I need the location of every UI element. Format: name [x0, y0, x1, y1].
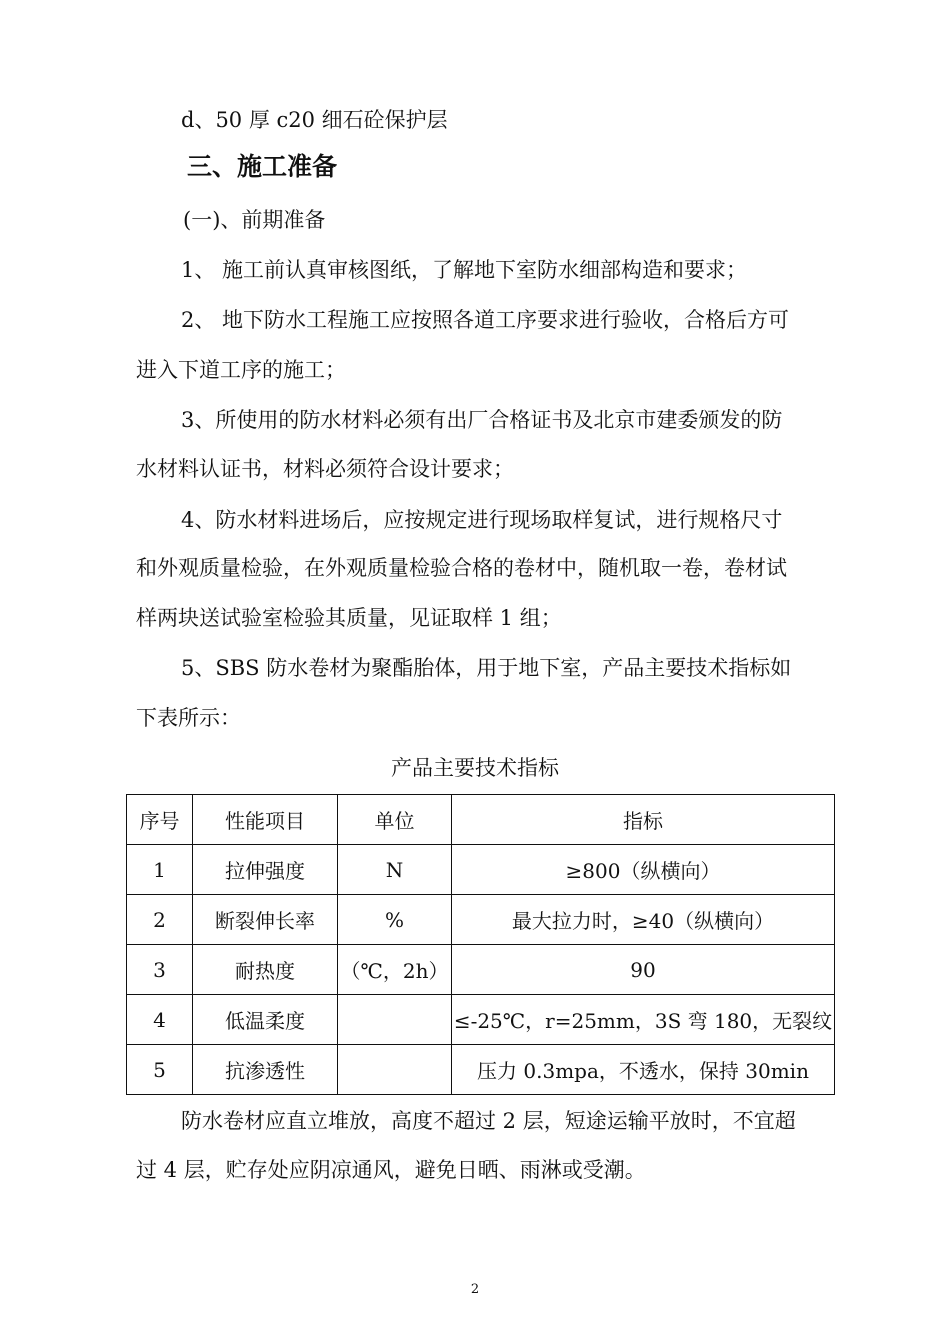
table-row [127, 1045, 835, 1095]
table-cell: % [338, 895, 452, 945]
table-header-cell: 性能项目 [193, 795, 338, 845]
table-row [127, 995, 835, 1045]
paragraph-line: d、50 厚 c20 细石砼保护层 [181, 108, 448, 132]
table-row [127, 895, 835, 945]
table-row [127, 945, 835, 995]
table-cell: 90 [452, 945, 835, 995]
subsection-heading: (一)、前期准备 [183, 208, 326, 232]
paragraph-line: 下表所示： [136, 706, 241, 730]
table-cell: 4 [127, 995, 193, 1045]
paragraph-line: 3、所使用的防水材料必须有出厂合格证书及北京市建委颁发的防 [181, 408, 783, 432]
table-cell: 5 [127, 1045, 193, 1095]
paragraph-line: 1、 施工前认真审核图纸，了解地下室防水细部构造和要求； [181, 258, 748, 282]
table-cell: 2 [127, 895, 193, 945]
table-caption: 产品主要技术指标 [391, 756, 559, 780]
table-cell: 拉伸强度 [193, 845, 338, 895]
table-cell: 1 [127, 845, 193, 895]
paragraph-line: 进入下道工序的施工； [136, 358, 346, 382]
table-cell: ≤-25℃，r=25mm，3S 弯 180，无裂纹 [452, 995, 835, 1045]
paragraph-line: 水材料认证书，材料必须符合设计要求； [136, 457, 514, 481]
table-cell: 压力 0.3mpa，不透水，保持 30min [452, 1045, 835, 1095]
table-header-cell: 序号 [127, 795, 193, 845]
table-cell: 耐热度 [193, 945, 338, 995]
table-cell: 抗渗透性 [193, 1045, 338, 1095]
table-cell: 最大拉力时，≥40（纵横向） [452, 895, 835, 945]
table-cell: 3 [127, 945, 193, 995]
table-row [127, 845, 835, 895]
table-cell: 低温柔度 [193, 995, 338, 1045]
page-number: 2 [470, 1282, 480, 1297]
section-heading: 三、施工准备 [187, 152, 338, 181]
paragraph-line: 5、SBS 防水卷材为聚酯胎体，用于地下室，产品主要技术指标如 [181, 656, 792, 680]
spec-table [126, 794, 835, 1095]
paragraph-line: 防水卷材应直立堆放，高度不超过 2 层，短途运输平放时，不宜超 [181, 1109, 796, 1133]
paragraph-line: 和外观质量检验，在外观质量检验合格的卷材中，随机取一卷，卷材试 [136, 556, 787, 580]
table-header-cell: 指标 [452, 795, 835, 845]
table-cell [338, 1045, 452, 1095]
table-cell: （℃，2h） [338, 945, 452, 995]
table-header-row [127, 795, 835, 845]
paragraph-line: 过 4 层，贮存处应阴凉通风，避免日晒、雨淋或受潮。 [136, 1158, 646, 1182]
table-cell: 断裂伸长率 [193, 895, 338, 945]
table-cell [338, 995, 452, 1045]
table-header-cell: 单位 [338, 795, 452, 845]
paragraph-line: 4、防水材料进场后，应按规定进行现场取样复试，进行规格尺寸 [181, 508, 783, 532]
paragraph-line: 2、 地下防水工程施工应按照各道工序要求进行验收，合格后方可 [181, 308, 790, 332]
paragraph-line: 样两块送试验室检验其质量，见证取样 1 组； [136, 606, 562, 630]
table-cell: N [338, 845, 452, 895]
table-cell: ≥800（纵横向） [452, 845, 835, 895]
